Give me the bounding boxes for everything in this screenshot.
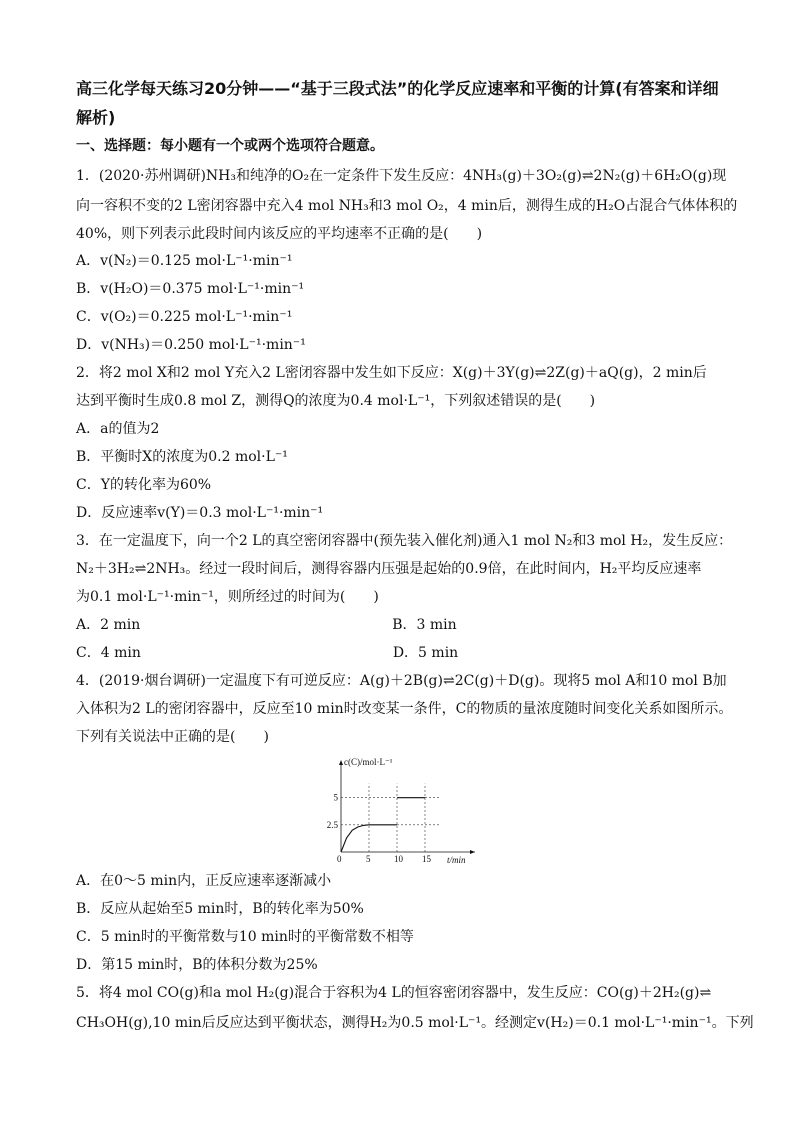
text-line: 5．将4 mol CO(g)和a mol H₂(g)混合于容积为4 L的恒容密闭容器中，发生反应：CO(g)＋2H₂(g)⇌ — [76, 985, 712, 1001]
option-line: C．4 min D．5 min — [76, 645, 459, 661]
option-line: D．第15 min时，B的体积分数为25% — [76, 957, 318, 973]
y-axis-label: c(C)/mol·L⁻¹ — [344, 757, 393, 767]
text-line-2: 向一容积不变的2 L密闭容器中充入4 mol NH₃和3 mol O₂，4 min后，测得生成的H₂O占混合气体体积的 — [76, 198, 738, 214]
option-line: A．a的值为2 — [76, 421, 160, 437]
x-tick-label: 5 — [366, 854, 371, 864]
text-line: 入体积为2 L的密闭容器中，反应至10 min时改变某一条件，C的物质的量浓度随时间变化关系如图所示。 — [76, 701, 733, 717]
concentration-time-chart — [325, 756, 485, 866]
origin-label: 0 — [337, 854, 342, 864]
text-line-3: 40%，则下列表示此段时间内该反应的平均速率不正确的是( ) — [76, 226, 483, 242]
x-tick-label: 10 — [394, 854, 403, 864]
text-line: 为0.1 mol·L⁻¹·min⁻¹，则所经过的时间为( ) — [76, 589, 379, 605]
section-heading: 一、选择题：每小题有一个或两个选项符合题意。 — [76, 138, 384, 154]
text-line: N₂＋3H₂⇌2NH₃。经过一段时间后，测得容器内压强是起始的0.9倍，在此时间内，H₂平均反应速率 — [76, 561, 702, 577]
text-line: CH₃OH(g),10 min后反应达到平衡状态，测得H₂为0.5 mol·L⁻¹。经测定v(H₂)＝0.1 mol·L⁻¹·min⁻¹。下列 — [76, 1015, 754, 1031]
y-tick-label: 5 — [333, 792, 338, 803]
text-line: 下列有关说法中正确的是( ) — [76, 729, 269, 745]
option-line: C．Y的转化率为60% — [76, 477, 212, 493]
option-line: B．v(H₂O)＝0.375 mol·L⁻¹·min⁻¹ — [76, 281, 305, 297]
x-axis-label: t/min — [447, 855, 466, 865]
y-tick-label: 2.5 — [326, 819, 338, 830]
option-line: C．5 min时的平衡常数与10 min时的平衡常数不相等 — [76, 929, 414, 945]
option-line: A．v(N₂)＝0.125 mol·L⁻¹·min⁻¹ — [76, 253, 293, 269]
chart-svg — [325, 756, 485, 866]
option-line: B．平衡时X的浓度为0.2 mol·L⁻¹ — [76, 449, 288, 465]
text-line: 3．在一定温度下，向一个2 L的真空密闭容器中(预先装入催化剂)通入1 mol N₂和3 mol H₂，发生反应： — [76, 533, 733, 549]
text-line-1: 1．(2020·苏州调研)NH₃和纯净的O₂在一定条件下发生反应：4NH₃(g)＋3O₂(g)⇌2N₂(g)＋6H₂O(g)现 — [76, 168, 727, 184]
option-line: D．反应速率v(Y)＝0.3 mol·L⁻¹·min⁻¹ — [76, 505, 324, 521]
text-line: 达到平衡时生成0.8 mol Z，测得Q的浓度为0.4 mol·L⁻¹，下列叙述错误的是( ) — [76, 393, 596, 409]
option-line: C．v(O₂)＝0.225 mol·L⁻¹·min⁻¹ — [76, 309, 293, 325]
text-line: 2．将2 mol X和2 mol Y充入2 L密闭容器中发生如下反应：X(g)＋3Y(g)⇌2Z(g)＋aQ(g)，2 min后 — [76, 365, 707, 381]
option-line: D．v(NH₃)＝0.250 mol·L⁻¹·min⁻¹ — [76, 337, 306, 353]
x-tick-label: 15 — [422, 854, 431, 864]
text-line: 4．(2019·烟台调研)一定温度下有可逆反应：A(g)＋2B(g)⇌2C(g)＋D(g)。现将5 mol A和10 mol B加 — [76, 673, 727, 689]
document-title: 高三化学每天练习20分钟——“基于三段式法”的化学反应速率和平衡的计算(有答案和详细解析) — [76, 79, 719, 127]
option-line: A．2 min B．3 min — [76, 617, 457, 633]
option-line: A．在0～5 min内，正反应速率逐渐减小 — [76, 873, 332, 889]
option-line: B．反应从起始至5 min时，B的转化率为50% — [76, 901, 364, 917]
chart-ticks — [327, 793, 432, 864]
chart-guides — [341, 784, 441, 852]
series-line-segment — [341, 825, 369, 852]
x-axis-arrow-icon — [470, 850, 475, 854]
y-axis-arrow-icon — [339, 760, 343, 765]
